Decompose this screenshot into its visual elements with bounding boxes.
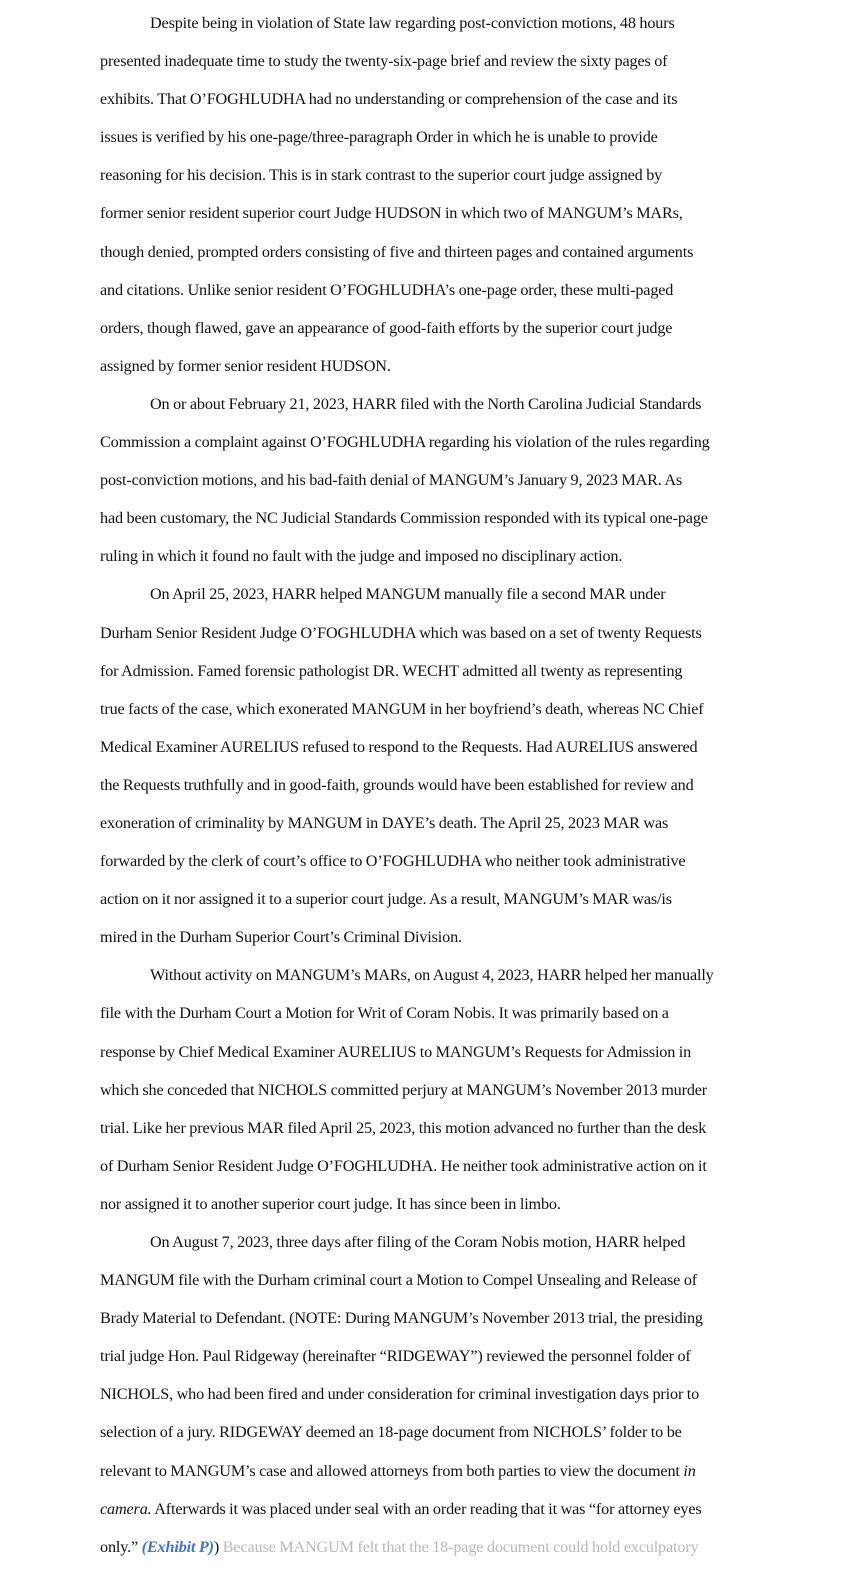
- text-line: for Admission. Famed forensic pathologist DR. WECHT admitted all twenty as representing: [100, 661, 683, 680]
- text-line: mired in the Durham Superior Court’s Criminal Division.: [100, 928, 462, 947]
- text-line: On or about February 21, 2023, HARR filed with the North Carolina Judicial Standards: [150, 394, 702, 413]
- text-line: orders, though flawed, gave an appearance of good-faith efforts by the superior court judge: [100, 318, 673, 337]
- text-line: nor assigned it to another superior court judge. It has since been in limbo.: [100, 1194, 561, 1213]
- paragraph-1: [100, 4, 750, 385]
- text-line: [100, 1452, 750, 1490]
- text-line: Medical Examiner AURELIUS refused to respond to the Requests. Had AURELIUS answered: [100, 737, 698, 756]
- text-line: NICHOLS, who had been fired and under consideration for criminal investigation days prior to: [100, 1385, 700, 1404]
- text-line: and citations. Unlike senior resident O’FOGHLUDHA’s one-page order, these multi-paged: [100, 280, 674, 299]
- text-line: presented inadequate time to study the twenty-six-page brief and review the sixty pages of: [100, 52, 668, 71]
- text-segment: relevant to MANGUM’s case and allowed attorneys from both parties to view the document: [100, 1461, 684, 1480]
- exhibit-p-link[interactable]: (Exhibit P): [141, 1537, 214, 1556]
- text-line: trial. Like her previous MAR filed April 25, 2023, this motion advanced no further than the desk: [100, 1118, 707, 1137]
- text-line: true facts of the case, which exonerated MANGUM in her boyfriend’s death, whereas NC Chief: [100, 699, 704, 718]
- italic-term: camera.: [100, 1499, 152, 1518]
- text-line: [100, 1528, 750, 1566]
- paragraph-2: [100, 385, 750, 575]
- text-line: Brady Material to Defendant. (NOTE: During MANGUM’s November 2013 trial, the presiding: [100, 1309, 703, 1328]
- text-line: Commission a complaint against O’FOGHLUDHA regarding his violation of the rules regarding: [100, 433, 710, 452]
- text-line: former senior resident superior court Judge HUDSON in which two of MANGUM’s MARs,: [100, 204, 683, 223]
- text-line: selection of a jury. RIDGEWAY deemed an 18-page document from NICHOLS’ folder to be: [100, 1423, 682, 1442]
- paragraph-4: [100, 956, 750, 1223]
- text-line: response by Chief Medical Examiner AURELIUS to MANGUM’s Requests for Admission in: [100, 1042, 692, 1061]
- text-line: MANGUM file with the Durham criminal court a Motion to Compel Unsealing and Release of: [100, 1271, 697, 1290]
- document-page: [100, 4, 750, 1566]
- text-line: though denied, prompted orders consisting of five and thirteen pages and contained arguments: [100, 242, 694, 261]
- paragraph-3: [100, 575, 750, 956]
- faded-text-segment: Because MANGUM felt that the 18-page document could hold exculpatory: [219, 1537, 699, 1556]
- text-line: of Durham Senior Resident Judge O’FOGHLUDHA. He neither took administrative action on it: [100, 1156, 707, 1175]
- text-line: forwarded by the clerk of court’s office to O’FOGHLUDHA who neither took administrative: [100, 852, 686, 871]
- text-line: Without activity on MANGUM’s MARs, on August 4, 2023, HARR helped her manually: [150, 966, 714, 985]
- text-line: On April 25, 2023, HARR helped MANGUM manually file a second MAR under: [150, 585, 666, 604]
- text-line: exhibits. That O’FOGHLUDHA had no understanding or comprehension of the case and its: [100, 90, 678, 109]
- text-line: Durham Senior Resident Judge O’FOGHLUDHA which was based on a set of twenty Requests: [100, 623, 702, 642]
- text-line: Despite being in violation of State law regarding post-conviction motions, 48 hours: [150, 14, 675, 32]
- text-line: which she conceded that NICHOLS committed perjury at MANGUM’s November 2013 murder: [100, 1080, 708, 1099]
- italic-term: in: [683, 1461, 696, 1480]
- text-line: the Requests truthfully and in good-faith, grounds would have been established for review and: [100, 775, 694, 794]
- text-line: On August 7, 2023, three days after filing of the Coram Nobis motion, HARR helped: [150, 1233, 686, 1251]
- text-line: [100, 1490, 750, 1528]
- text-line: exoneration of criminality by MANGUM in DAYE’s death. The April 25, 2023 MAR was: [100, 813, 669, 832]
- text-line: trial judge Hon. Paul Ridgeway (hereinafter “RIDGEWAY”) reviewed the personnel folder of: [100, 1347, 691, 1366]
- text-segment: only.”: [100, 1537, 142, 1556]
- text-segment: ): [213, 1537, 220, 1556]
- text-line: issues is verified by his one-page/three-paragraph Order in which he is unable to provide: [100, 128, 658, 147]
- text-line: post-conviction motions, and his bad-faith denial of MANGUM’s January 9, 2023 MAR. As: [100, 471, 683, 490]
- text-line: ruling in which it found no fault with the judge and imposed no disciplinary action.: [100, 547, 623, 566]
- text-line: action on it nor assigned it to a superior court judge. As a result, MANGUM’s MAR was/is: [100, 890, 672, 909]
- text-line: reasoning for his decision. This is in stark contrast to the superior court judge assigned by: [100, 166, 663, 185]
- text-line: had been customary, the NC Judicial Standards Commission responded with its typical one-page: [100, 509, 708, 528]
- paragraph-5: [100, 1223, 750, 1566]
- text-segment: Afterwards it was placed under seal with an order reading that it was “for attorney eyes: [151, 1499, 702, 1518]
- text-line: file with the Durham Court a Motion for Writ of Coram Nobis. It was primarily based on a: [100, 1004, 669, 1023]
- text-line: assigned by former senior resident HUDSON.: [100, 356, 391, 375]
